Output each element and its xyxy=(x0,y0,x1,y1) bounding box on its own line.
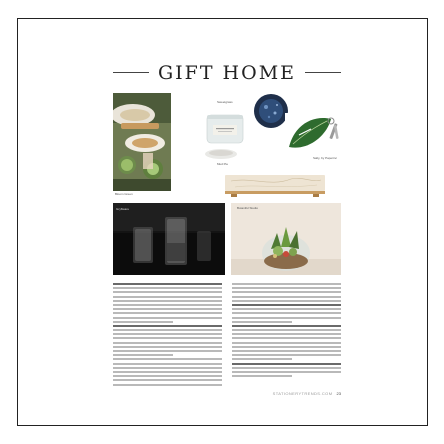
magazine-page xyxy=(113,55,341,400)
caption-sweetgrass: Sweetgrass xyxy=(217,100,233,104)
photo-ceramics-plates xyxy=(113,93,171,191)
footer-url: STATIONERYTRENDS.COM xyxy=(272,391,333,396)
caption-salty: Salty, by Paperinc xyxy=(313,156,337,160)
caption-mud-pie: Mud Pie xyxy=(217,162,229,166)
photo-candle xyxy=(201,105,251,147)
caption-bloom-green: Bloom Green xyxy=(115,192,133,196)
photo-marble-tray xyxy=(221,167,329,201)
body-text-column-2 xyxy=(232,283,341,379)
page-number: 23 xyxy=(336,391,341,396)
title-rule-right xyxy=(305,72,341,73)
photo-terrarium xyxy=(231,203,341,275)
caption-botaniful: Botaniful Studio xyxy=(237,206,259,210)
photo-bowl xyxy=(203,147,239,161)
page-title: GIFT HOME xyxy=(157,62,297,84)
photo-glassware xyxy=(113,203,225,275)
photo-blue-plate xyxy=(253,93,289,129)
page-footer xyxy=(273,391,341,396)
caption-gryftware: Gryftware xyxy=(116,207,130,211)
body-text-column-1 xyxy=(113,283,222,388)
photo-leaf-keychain xyxy=(285,113,341,155)
